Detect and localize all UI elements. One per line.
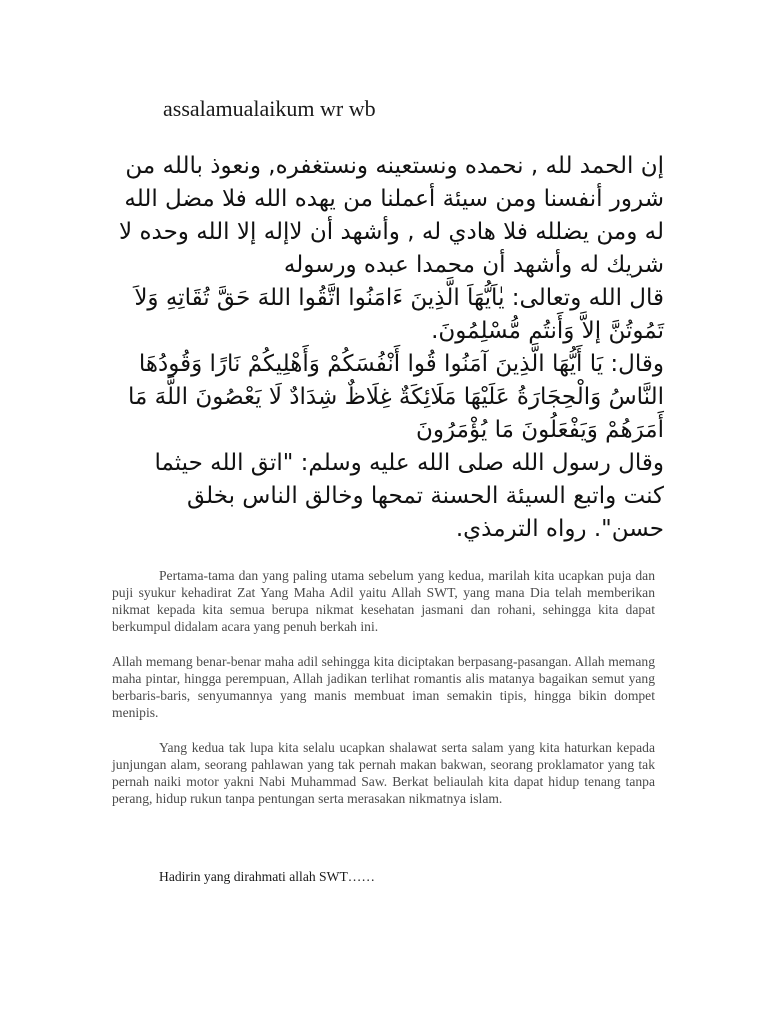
body-paragraph-gratitude: Pertama-tama dan yang paling utama sebelum yang kedua, marilah kita ucapkan puja dan puji syukur kehadirat Zat Yang Maha Adil yaitu Allah SWT, yang mana Dia telah memberikan nikmat kepada kita semua berupa nikmat kesehatan jasmani dan rohani, sehingga kita dapat berkumpul didalam acara yang penuh berkah ini.	[112, 568, 655, 634]
closing-line: Hadirin yang dirahmati allah SWT……	[159, 869, 375, 884]
arabic-paragraph-quran-verse-2: وقال: يَا أَيُّهَا الَّذِينَ آمَنُوا قُوا أَنْفُسَكُمْ وَأَهْلِيكُمْ نَارًا وَقُودُهَا النَّاسُ وَالْحِجَارَةُ عَلَيْهَا مَلَائِكَةٌ غِلَاظٌ شِدَادٌ لَا يَعْصُونَ اللَّهَ مَا أَمَرَهُمْ وَيَفْعَلُونَ مَا يُؤْمَرُونَ	[128, 351, 664, 443]
greeting-heading: assalamualaikum wr wb	[163, 96, 376, 121]
body-paragraph-allah-adil: Allah memang benar-benar maha adil sehingga kita diciptakan berpasang-pasangan. Allah memang maha pintar, hingga perempuan, Allah jadikan terlihat romantis alis matanya bagaikan semut yang berbaris-baris, senyumannya yang manis membuat iman semakin tipis, hingga bikin dompet menipis.	[112, 654, 655, 720]
indonesian-body-text	[112, 567, 655, 825]
arabic-paragraph-hamdalah: إن الحمد لله , نحمده ونستعينه ونستغفره, ونعوذ بالله من شرور أنفسنا ومن سيئة أعملنا من يهده الله فلا مضل الله له ومن يضلله فلا هادي له , وأشهد أن لاإله إلا الله وحده لا شريك له وأشهد أن محمدا عبده ورسوله	[119, 153, 664, 278]
arabic-paragraph-hadith: وقال رسول الله صلى الله عليه وسلم: "اتق الله حيثما كنت واتبع السيئة الحسنة تمحها وخالق الناس بخلق حسن". رواه الترمذي.	[154, 450, 664, 542]
arabic-opening-text	[110, 150, 664, 546]
arabic-paragraph-quran-verse-1: قال الله وتعالى: يٰاَيُّهَاَ الَّذِينَ ءَامَنُوا اتَّقُوا اللهَ حَقَّ تُقَاتِهِ وَلاَ تَمُوتُنَّ إلاَّ وَأَنتُم مُّسْلِمُونَ.	[134, 285, 664, 344]
body-paragraph-shalawat: Yang kedua tak lupa kita selalu ucapkan shalawat serta salam yang kita haturkan kepada junjungan alam, seorang pahlawan yang tak pernah makan bakwan, seorang proklamator yang tak pernah naiki motor yakni Nabi Muhammad Saw. Berkat beliaulah kita dapat hidup tenang tanpa perang, hidup rukun tanpa pentungan serta merasakan nikmatnya islam.	[112, 740, 655, 806]
